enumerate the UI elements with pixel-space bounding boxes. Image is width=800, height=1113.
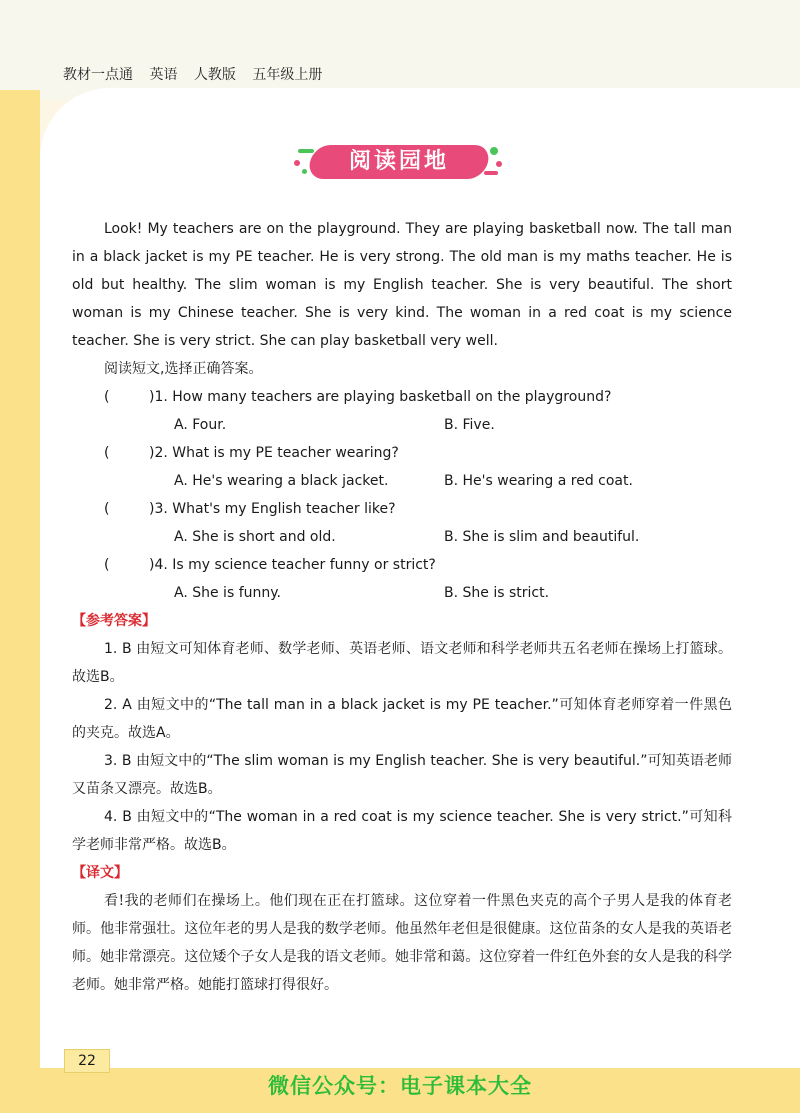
answer-blank[interactable]: ( [104,389,110,405]
answer-blank[interactable]: ( [104,501,110,517]
top-bar [0,0,800,100]
header-subject: 英语 [149,67,178,83]
translation-text: 看!我的老师们在操场上。他们现在正在打篮球。这位穿着一件黑色夹克的高个子男人是我的体育老师。他非常强壮。这位年老的男人是我的数学老师。他虽然年老但是很健康。这位苗条的女人是我的英语老师。她非常漂亮。这位矮个子女人是我的语文老师。她非常和蔼。这位穿着一件红色外套的女人是我的科学老师。她非常严格。她能打篮球打得很好。 [72,893,732,993]
section-title: 阅读园地 [348,149,449,174]
decor-dot-green [302,169,307,174]
option-b[interactable]: B. Five. [444,417,495,433]
question-number: )3. [149,501,168,517]
translation-label: 【译文】 [72,865,128,881]
question-text: How many teachers are playing basketball on the playground? [172,389,612,405]
answer-blank[interactable]: ( [104,557,110,573]
answer-explanation-3: 3. B 由短文中的“The slim woman is my English teacher. She is very beautiful.”可知英语老师又苗条又漂亮。故选B。 [72,753,732,797]
decor-dot-green-right [490,147,498,155]
answer-explanation-2: 2. A 由短文中的“The tall man in a black jacket is my PE teacher.”可知体育老师穿着一件黑色的夹克。故选A。 [72,697,732,741]
question-text: What's my English teacher like? [172,501,396,517]
book-header [63,64,334,84]
option-a[interactable]: A. She is funny. [174,585,281,601]
decor-dot-pink-right [496,161,502,167]
option-b[interactable]: B. He's wearing a red coat. [444,473,633,489]
watermark: 微信公众号：电子课本大全 [268,1074,532,1098]
question-number: )1. [149,389,168,405]
option-a[interactable]: A. He's wearing a black jacket. [174,473,389,489]
question-4 [72,551,732,607]
option-a[interactable]: A. She is short and old. [174,529,336,545]
question-text: Is my science teacher funny or strict? [172,557,436,573]
option-b[interactable]: B. She is slim and beautiful. [444,529,640,545]
answer-explanation-4: 4. B 由短文中的“The woman in a red coat is my science teacher. She is very strict.”可知科学老师非常严格。故选B。 [72,809,732,853]
header-edition: 人教版 [193,67,236,83]
question-3 [72,495,732,551]
section-banner [294,143,504,181]
answer-explanation-1: 1. B 由短文可知体育老师、数学老师、英语老师、语文老师和科学老师共五名老师在操场上打篮球。故选B。 [72,641,732,685]
reading-passage: Look! My teachers are on the playground. They are playing basketball now. The tall man in a black jacket is my PE teacher. He is very strong. The old man is my maths teacher. He is old but healthy. The slim woman is my English teacher. She is very beautiful. The short woman is my Chinese teacher. She is very kind. The woman in a red coat is my science teacher. She is very strict. She can play basketball very well. [72,221,732,349]
question-text: What is my PE teacher wearing? [172,445,399,461]
option-b[interactable]: B. She is strict. [444,585,550,601]
question-2 [72,439,732,495]
decor-dash-pink-right [484,171,498,175]
question-number: )4. [149,557,168,573]
content-area [72,215,732,999]
decor-dot-pink [294,160,300,166]
header-grade: 五年级上册 [252,67,323,83]
header-book: 教材一点通 [63,67,133,83]
instruction: 阅读短文,选择正确答案。 [104,361,263,377]
question-1 [72,383,732,439]
answer-key-label: 【参考答案】 [72,613,156,629]
question-number: )2. [149,445,168,461]
answer-blank[interactable]: ( [104,445,110,461]
left-decor-band [0,90,40,1113]
option-a[interactable]: A. Four. [174,417,227,433]
page-number: 22 [64,1049,110,1073]
